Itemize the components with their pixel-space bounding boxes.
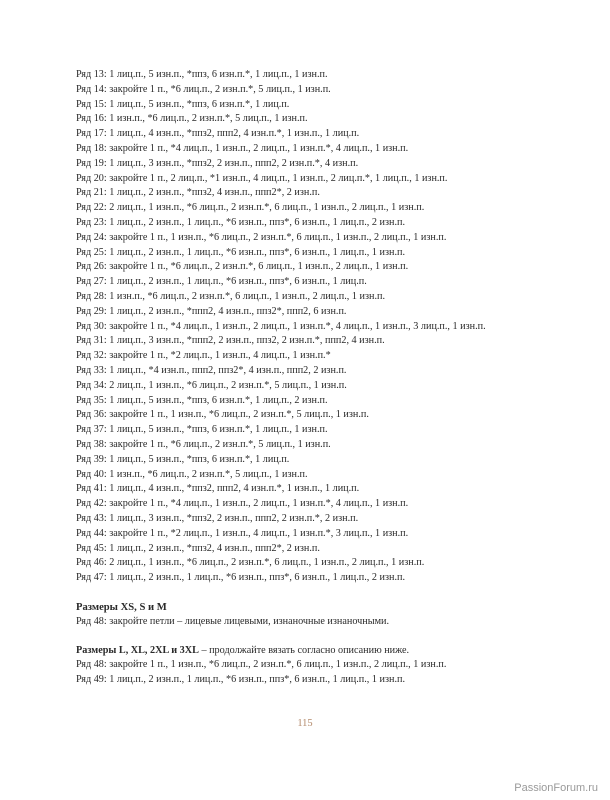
row-line: Ряд 49: 1 лиц.п., 2 изн.п., 1 лиц.п., *6 изн.п., ппз*, 6 изн.п., 1 лиц.п., 1 изн.п. xyxy=(76,674,406,686)
document-body xyxy=(76,68,576,688)
row-line: Ряд 36: закройте 1 п., 1 изн.п., *6 лиц.п., 2 изн.п.*, 5 лиц.п., 1 изн.п. xyxy=(76,409,369,421)
section-heading: Размеры L, XL, 2XL и 3XL xyxy=(76,644,199,656)
row-line: Ряд 13: 1 лиц.п., 5 изн.п., *ппз, 6 изн.п.*, 1 лиц.п., 1 изн.п. xyxy=(76,69,328,80)
row-line: Ряд 41: 1 лиц.п., 4 изн.п., *ппз2, ппп2, 4 изн.п.*, 1 изн.п., 1 лиц.п. xyxy=(76,483,360,495)
row-line: Ряд 48: закройте петли – лицевые лицевыми, изнаночные изнаночными. xyxy=(76,615,390,627)
row-line: Ряд 44: закройте 1 п., *2 лиц.п., 1 изн.п., 4 лиц.п., 1 изн.п.*, 3 лиц.п., 1 изн.п. xyxy=(76,527,409,539)
section-sizes-xs-s-m xyxy=(76,600,576,630)
row-line: Ряд 32: закройте 1 п., *2 лиц.п., 1 изн.п., 4 лиц.п., 1 изн.п.* xyxy=(76,350,331,362)
section-heading: Размеры XS, S и M xyxy=(76,601,167,613)
section-heading-rest: – продолжайте вязать согласно описанию ниже. xyxy=(198,644,410,656)
row-line: Ряд 30: закройте 1 п., *4 лиц.п., 1 изн.п., 2 лиц.п., 1 изн.п.*, 4 лиц.п., 1 изн.п., 3 лиц.п., 1 изн.п. xyxy=(76,320,486,332)
row-line: Ряд 43: 1 лиц.п., 3 изн.п., *ппз2, 2 изн.п., ппп2, 2 изн.п.*, 2 изн.п. xyxy=(76,512,359,524)
row-line: Ряд 31: 1 лиц.п., 3 изн.п., *ппп2, 2 изн.п., ппз2, 2 изн.п.*, ппп2, 4 изн.п. xyxy=(76,335,385,347)
row-line: Ряд 38: закройте 1 п., *6 лиц.п., 2 изн.п.*, 5 лиц.п., 1 изн.п. xyxy=(76,438,331,450)
section-sizes-l-xl-2xl-3xl xyxy=(76,644,576,688)
row-line: Ряд 39: 1 лиц.п., 5 изн.п., *ппз, 6 изн.п.*, 1 лиц.п. xyxy=(76,453,290,465)
row-line: Ряд 22: 2 лиц.п., 1 изн.п., *6 лиц.п., 2 изн.п.*, 6 лиц.п., 1 изн.п., 2 лиц.п., 1 изн.п. xyxy=(76,202,425,214)
rows-list xyxy=(76,68,576,586)
row-line: Ряд 34: 2 лиц.п., 1 изн.п., *6 лиц.п., 2 изн.п.*, 5 лиц.п., 1 изн.п. xyxy=(76,379,347,391)
watermark: PassionForum.ru xyxy=(514,782,598,794)
row-line: Ряд 40: 1 изн.п., *6 лиц.п., 2 изн.п.*, 5 лиц.п., 1 изн.п. xyxy=(76,468,308,480)
page-number: 115 xyxy=(297,718,313,729)
section-heading-line xyxy=(76,644,576,659)
row-line: Ряд 46: 2 лиц.п., 1 изн.п., *6 лиц.п., 2 изн.п.*, 6 лиц.п., 1 изн.п., 2 лиц.п., 1 изн.п. xyxy=(76,557,425,569)
row-line: Ряд 33: 1 лиц.п., *4 изн.п., ппп2, ппз2*, 4 изн.п., ппп2, 2 изн.п. xyxy=(76,364,347,376)
row-line: Ряд 21: 1 лиц.п., 2 изн.п., *ппз2, 4 изн.п., ппп2*, 2 изн.п. xyxy=(76,187,320,199)
row-line: Ряд 18: закройте 1 п., *4 лиц.п., 1 изн.п., 2 лиц.п., 1 изн.п.*, 4 лиц.п., 1 изн.п. xyxy=(76,142,409,154)
row-line: Ряд 27: 1 лиц.п., 2 изн.п., 1 лиц.п., *6 изн.п., ппз*, 6 изн.п., 1 лиц.п. xyxy=(76,276,367,288)
row-line: Ряд 16: 1 изн.п., *6 лиц.п., 2 изн.п.*, 5 лиц.п., 1 изн.п. xyxy=(76,113,308,125)
row-line: Ряд 37: 1 лиц.п., 5 изн.п., *ппз, 6 изн.п.*, 1 лиц.п., 1 изн.п. xyxy=(76,424,328,436)
row-line: Ряд 45: 1 лиц.п., 2 изн.п., *ппз2, 4 изн.п., ппп2*, 2 изн.п. xyxy=(76,542,320,554)
row-line: Ряд 26: закройте 1 п., *6 лиц.п., 2 изн.п.*, 6 лиц.п., 1 изн.п., 2 лиц.п., 1 изн.п. xyxy=(76,261,409,273)
row-line: Ряд 15: 1 лиц.п., 5 изн.п., *ппз, 6 изн.п.*, 1 лиц.п. xyxy=(76,98,290,110)
row-line: Ряд 28: 1 изн.п., *6 лиц.п., 2 изн.п.*, 6 лиц.п., 1 изн.п., 2 лиц.п., 1 изн.п. xyxy=(76,290,385,302)
row-line: Ряд 25: 1 лиц.п., 2 изн.п., 1 лиц.п., *6 изн.п., ппз*, 6 изн.п., 1 лиц.п., 1 изн.п. xyxy=(76,246,406,258)
row-line: Ряд 29: 1 лиц.п., 2 изн.п., *ппп2, 4 изн.п., ппз2*, ппп2, 6 изн.п. xyxy=(76,305,347,317)
row-line: Ряд 23: 1 лиц.п., 2 изн.п., 1 лиц.п., *6 изн.п., ппз*, 6 изн.п., 1 лиц.п., 2 изн.п. xyxy=(76,216,406,228)
row-line: Ряд 47: 1 лиц.п., 2 изн.п., 1 лиц.п., *6 изн.п., ппз*, 6 изн.п., 1 лиц.п., 2 изн.п. xyxy=(76,572,406,584)
row-line: Ряд 20: закройте 1 п., 2 лиц.п., *1 изн.п., 4 лиц.п., 1 изн.п., 2 лиц.п.*, 1 лиц.п., 1 изн.п. xyxy=(76,172,448,184)
row-line: Ряд 14: закройте 1 п., *6 лиц.п., 2 изн.п.*, 5 лиц.п., 1 изн.п. xyxy=(76,83,331,95)
row-line: Ряд 42: закройте 1 п., *4 лиц.п., 1 изн.п., 2 лиц.п., 1 изн.п.*, 4 лиц.п., 1 изн.п. xyxy=(76,498,409,510)
row-line: Ряд 35: 1 лиц.п., 5 изн.п., *ппз, 6 изн.п.*, 1 лиц.п., 2 изн.п. xyxy=(76,394,328,406)
row-line: Ряд 19: 1 лиц.п., 3 изн.п., *ппз2, 2 изн.п., ппп2, 2 изн.п.*, 4 изн.п. xyxy=(76,157,359,169)
row-line: Ряд 24: закройте 1 п., 1 изн.п., *6 лиц.п., 2 изн.п.*, 6 лиц.п., 1 изн.п., 2 лиц.п., 1 изн.п. xyxy=(76,231,447,243)
row-line: Ряд 17: 1 лиц.п., 4 изн.п., *ппз2, ппп2, 4 изн.п.*, 1 изн.п., 1 лиц.п. xyxy=(76,128,360,140)
row-line: Ряд 48: закройте 1 п., 1 изн.п., *6 лиц.п., 2 изн.п.*, 6 лиц.п., 1 изн.п., 2 лиц.п., 1 изн.п. xyxy=(76,659,447,671)
